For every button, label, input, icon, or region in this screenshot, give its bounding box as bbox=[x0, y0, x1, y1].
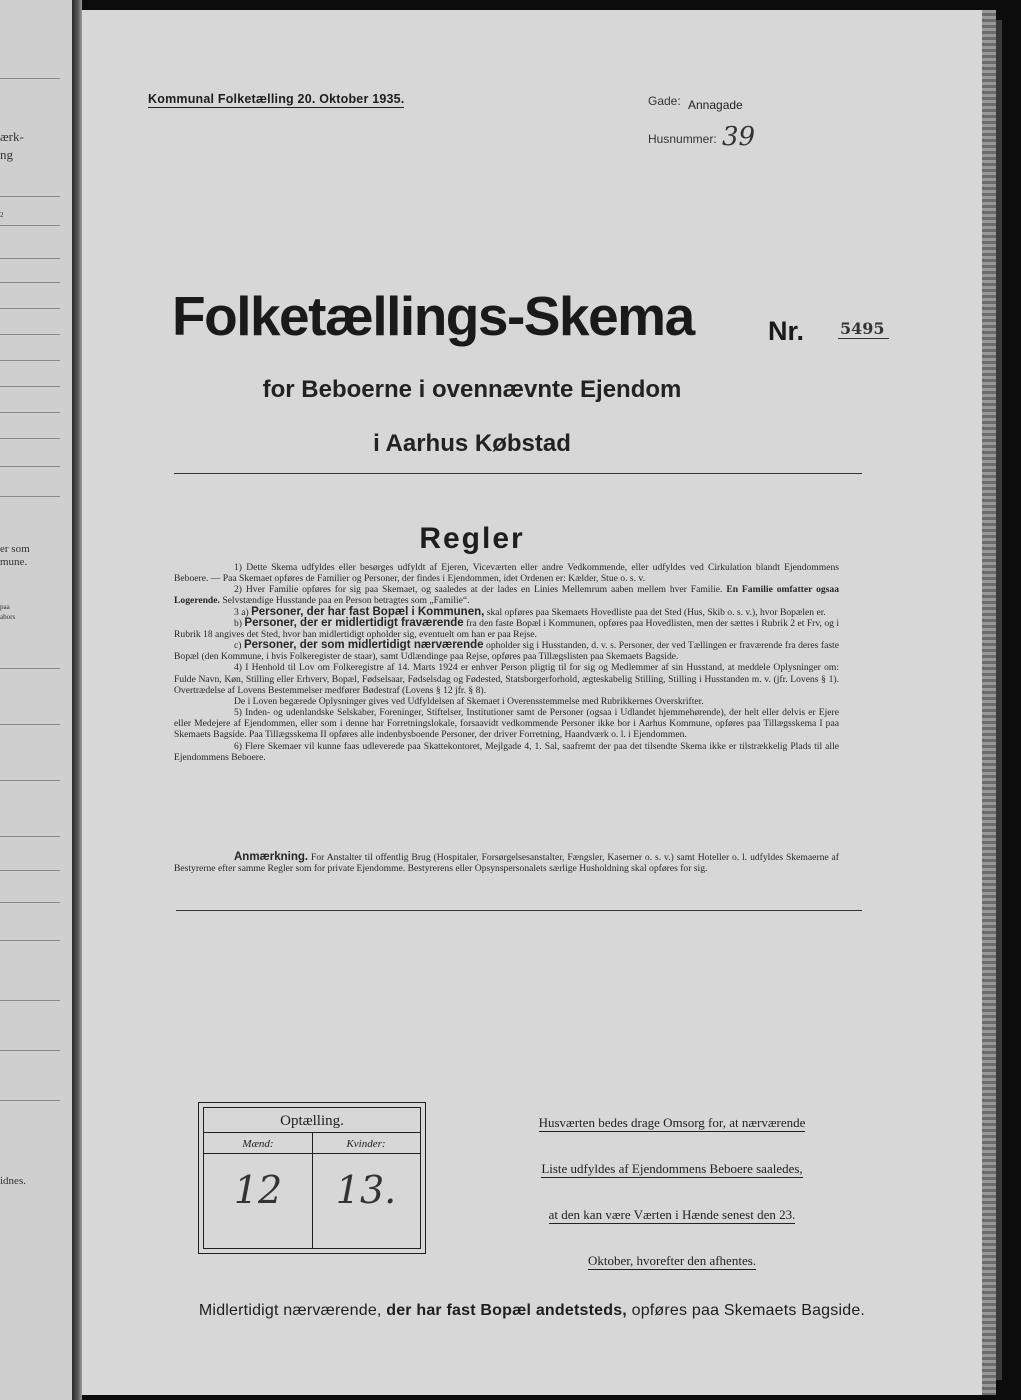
form-title: Folketællings-Skema bbox=[172, 285, 694, 347]
men-label: Mænd: bbox=[204, 1133, 312, 1154]
men-count: 12 bbox=[233, 1168, 283, 1212]
previous-page-edge bbox=[0, 0, 72, 1400]
rule-1: 1) Dette Skema udfyldes eller besørges udfyldt af Ejeren, Viceværten eller andre Vedkommende, eller udfyldes ved Cirkulation blandt Ejendommens Beboere. — Paa Skemaet opføres de Familier og Personer, der findes i Ejendommen, idet Ordenen er: Kælder, Stue o. s. v. bbox=[174, 562, 839, 585]
count-box-inner bbox=[203, 1107, 421, 1249]
note-paragraph bbox=[174, 852, 839, 874]
divider bbox=[0, 724, 60, 725]
divider bbox=[0, 412, 60, 413]
note-lead: Anmærkning. bbox=[234, 851, 309, 863]
women-count: 13. bbox=[335, 1168, 397, 1212]
rule-4: 4) I Henhold til Lov om Folkeregistre af 14. Marts 1924 er enhver Person pligtig til for sig og Medlemmer af sin Husstand, at meddele Oplysninger om: Fulde Navn, Køn, Stilling eller Erhverv, Bopæl, Fødselsaar, Fødselsdag og Fødested, Statsborgerforhold, ægteskabelig Stilling, Stilling i Husstanden m. v. (jfr. Lovens § 1). Overtrædelse af Lovens Bestemmelser medfører Bødestraf (Lovens § 12 jfr. § 8). bbox=[174, 662, 839, 696]
divider bbox=[0, 668, 60, 669]
count-title: Optælling. bbox=[204, 1108, 420, 1133]
divider bbox=[0, 836, 60, 837]
divider bbox=[0, 466, 60, 467]
instruction-line: Husværten bedes drage Omsorg for, at nærværende bbox=[538, 1115, 806, 1130]
divider bbox=[0, 940, 60, 941]
rule-5: 5) Inden- og udenlandske Selskaber, Foreninger, Stiftelser, Institutioner samt de Personer (ogsaa i Udlandet hjemmehørende), der helt eller delvis er Ejere eller Medejere af Ejendommen, eller som i denne har Forretningslokale, forsaavidt vedkommende Personer ikke bor i Aarhus Kommune, opføres paa Tillægsskema I paa Skemaets Bagside. Paa Tillægsskema II opføres alle indenbysboende Personer, der driver Forretning, Haandværk o. l. i Ejendommen. bbox=[174, 707, 839, 741]
rule-2: 2) Hver Familie opføres for sig paa Skemaet, og saaledes at der lades en Linies Mellemrum aaben mellem hver Familie. En Familie omfatter ogsaa Logerende. Selvstændige Husstande paa en Person betragtes som „Familie“. bbox=[174, 584, 839, 607]
divider bbox=[0, 308, 60, 309]
rule-4b: De i Loven begærede Oplysninger gives ved Udfyldelsen af Skemaet i Overensstemmelse med Rubrikkernes Overskrifter. bbox=[234, 695, 704, 707]
subtitle-residents: for Beboerne i ovennævnte Ejendom bbox=[262, 376, 682, 403]
text-fragment: er som bbox=[0, 543, 30, 555]
count-box bbox=[198, 1102, 426, 1254]
form-number-label: Nr. bbox=[768, 316, 805, 346]
divider bbox=[0, 870, 60, 871]
landlord-instructions bbox=[504, 1105, 840, 1289]
women-label: Kvinder: bbox=[312, 1133, 420, 1154]
text-fragment: abors bbox=[0, 613, 16, 621]
street-value: Annagade bbox=[688, 98, 743, 112]
rule-3a: 3 a) Personer, der har fast Bopæl i Kommunen, skal opføres paa Skemaets Hovedliste paa det Sted (Hus, Skib o. s. v.), hvor Bopælen er. bbox=[234, 605, 826, 618]
rule-3c: c) Personer, der som midlertidigt nærværende opholder sig i Husstanden, d. v. s. Personer, der ved Tællingen er fraværende fra deres faste Bopæl (den Kommune, i hvis Folkeregister de staar), samt Udlændinge paa Rejse, opføres paa Tillægslisten paa Skemaets Bagside. bbox=[174, 639, 839, 663]
census-header: Kommunal Folketælling 20. Oktober 1935. bbox=[148, 92, 405, 106]
instruction-line: Liste udfyldes af Ejendommens Beboere saaledes, bbox=[541, 1161, 803, 1176]
divider bbox=[176, 910, 862, 911]
divider bbox=[0, 496, 60, 497]
divider bbox=[0, 902, 60, 903]
rules-heading: Regler bbox=[419, 522, 525, 555]
divider bbox=[0, 282, 60, 283]
divider bbox=[0, 258, 60, 259]
rule-3b: b) Personer, der er midlertidigt fraværende fra den faste Bopæl i Kommunen, opføres paa Hovedlisten, men der sættes i Rubrik 2 et Frv, og i Rubrik 18 angives det Sted, hvor han midlertidigt opholder sig, eventuelt om han er paa Rejse. bbox=[174, 616, 839, 640]
house-number-label: Husnummer: bbox=[648, 132, 717, 146]
women-column bbox=[312, 1133, 420, 1248]
rule-6: 6) Flere Skemaer vil kunne faas udleverede paa Skattekontoret, Mejlgade 4, 1. Sal, saafremt der paa det tilsendte Skema ikke er tilstrækkelig Plads til alle Ejendommens Beboere. bbox=[174, 740, 839, 763]
men-column bbox=[204, 1133, 313, 1248]
street-label: Gade: bbox=[648, 94, 681, 108]
form-number-value: 5495 bbox=[838, 319, 889, 339]
instruction-line: Oktober, hvorefter den afhentes. bbox=[587, 1253, 757, 1268]
census-form-page bbox=[82, 10, 982, 1395]
divider bbox=[0, 196, 60, 197]
book-cover-edge bbox=[996, 20, 1002, 1380]
text-fragment: idnes. bbox=[0, 1175, 26, 1187]
rules-text bbox=[174, 562, 839, 763]
footer-note: Midlertidigt nærværende, der har fast Bopæl andetsteds, opføres paa Skemaets Bagside. bbox=[198, 1302, 866, 1319]
divider bbox=[0, 225, 60, 226]
page-stack-edge bbox=[982, 10, 996, 1395]
subtitle-town: i Aarhus Købstad bbox=[373, 430, 571, 457]
divider bbox=[0, 780, 60, 781]
divider bbox=[0, 1050, 60, 1051]
instruction-line: at den kan være Værten i Hænde senest den 23. bbox=[548, 1207, 796, 1222]
text-fragment: mune. bbox=[0, 556, 28, 568]
divider bbox=[0, 1100, 60, 1101]
text-fragment: 2 bbox=[0, 211, 4, 219]
divider bbox=[0, 78, 60, 79]
divider bbox=[174, 473, 862, 474]
house-number-value: 39 bbox=[722, 122, 756, 152]
book-gutter bbox=[72, 0, 82, 1400]
divider bbox=[0, 334, 60, 335]
text-fragment: paa bbox=[0, 603, 10, 611]
text-fragment: ng bbox=[0, 147, 13, 162]
text-fragment: ærk- bbox=[0, 129, 24, 144]
note-text: For Anstalter til offentlig Brug (Hospitaler, Forsørgelsesanstalter, Fængsler, Kaserner o. s. v.) samt Hoteller o. l. udfyldes Skemaerne af Bestyrerne efter samme Regler som for private Ejendomme. Bestyrerens eller Opsynspersonalets særlige Husholdning skal opføres for sig. bbox=[174, 852, 839, 875]
divider bbox=[0, 1000, 60, 1001]
divider bbox=[0, 360, 60, 361]
